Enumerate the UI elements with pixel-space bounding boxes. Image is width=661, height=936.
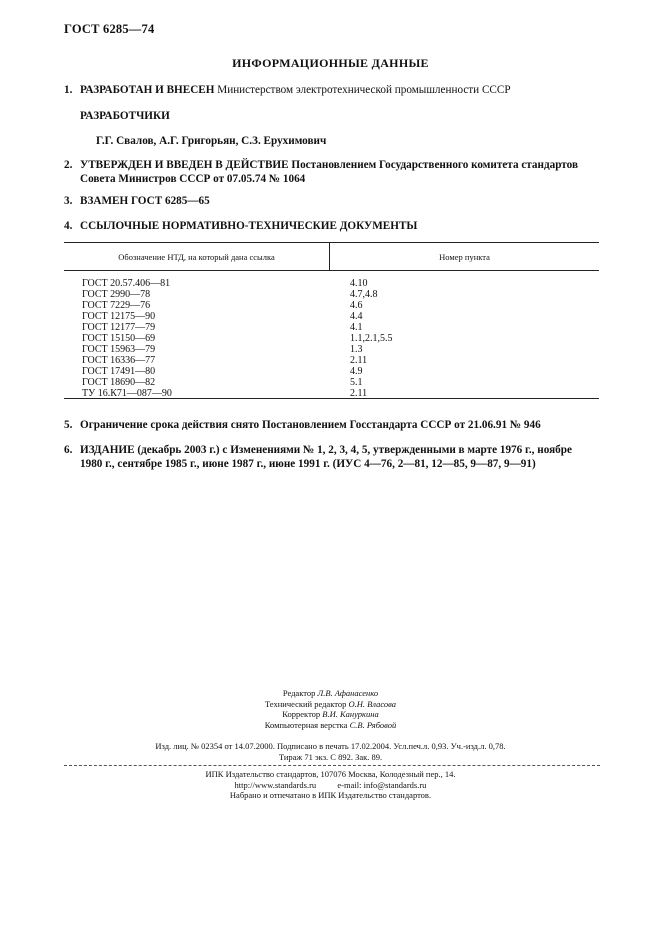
table-cell-document: ГОСТ 17491—80 — [82, 366, 156, 377]
credit-name: О.Н. Власова — [348, 698, 397, 709]
section-5-text: Ограничение срока действия снято Постановлением Госстандарта СССР от 21.06.91 № 946 — [80, 419, 541, 431]
table-cell-clause: 4.1 — [350, 322, 363, 333]
section-2 — [0, 158, 661, 186]
table-cell-document: ГОСТ 2990—78 — [82, 289, 151, 300]
developers-heading: РАЗРАБОТЧИКИ — [80, 110, 170, 122]
table-cell-document: ГОСТ 18690—82 — [82, 377, 156, 388]
section-1 — [0, 83, 661, 97]
table-cell-clause: 4.6 — [350, 300, 363, 311]
table-cell-document: ТУ 16.К71—087—90 — [82, 388, 172, 399]
table-top-rule — [64, 242, 599, 243]
section-2-bold: УТВЕРЖДЕН И ВВЕДЕН В ДЕЙСТВИЕ — [80, 159, 289, 171]
credit-role: Технический редактор — [264, 698, 349, 709]
section-6-number: 6. — [64, 444, 73, 456]
section-1-number: 1. — [64, 84, 73, 96]
section-6 — [0, 443, 661, 471]
publication-info — [0, 741, 661, 762]
table-cell-clause: 4.9 — [350, 366, 363, 377]
section-2-number: 2. — [64, 159, 73, 171]
table-cell-document: ГОСТ 15150—69 — [82, 333, 156, 344]
section-1-bold: РАЗРАБОТАН И ВНЕСЕН — [80, 84, 215, 96]
table-cell-document: ГОСТ 20.57.406—81 — [82, 278, 171, 289]
publication-line-1: Изд. лиц. № 02354 от 14.07.2000. Подписано в печать 17.02.2004. Усл.печ.л. 0,93. Уч.-изд.л. 0,78. — [155, 741, 506, 751]
credit-layout — [0, 720, 661, 731]
table-header-rule — [64, 270, 599, 271]
section-1-rest: Министерством электротехнической промышленности СССР — [214, 84, 511, 96]
table-cell-document: ГОСТ 16336—77 — [82, 355, 156, 366]
section-3-text: ВЗАМЕН ГОСТ 6285—65 — [80, 195, 210, 207]
table-cell-clause: 4.4 — [350, 311, 363, 322]
credit-tech-editor — [0, 699, 661, 710]
table-column-clauses — [350, 278, 393, 399]
table-cell-clause: 1.3 — [350, 344, 363, 355]
section-3-number: 3. — [64, 195, 73, 207]
table-cell-clause: 2.11 — [350, 388, 368, 399]
section-6-bold: ИЗДАНИЕ — [80, 444, 135, 456]
table-cell-document: ГОСТ 7229—76 — [82, 300, 151, 311]
developers-names: Г.Г. Свалов, А.Г. Григорьян, С.З. Ерухимович — [96, 135, 327, 147]
table-cell-document: ГОСТ 12175—90 — [82, 311, 156, 322]
document-code: ГОСТ 6285—74 — [64, 22, 155, 36]
section-1-text — [80, 83, 620, 97]
credit-role: Редактор — [282, 688, 318, 698]
table-cell-clause: 2.11 — [350, 355, 368, 366]
footer-divider — [64, 765, 600, 766]
editorial-credits — [0, 688, 661, 730]
table-header-clause: Номер пункта — [439, 252, 490, 262]
table-column-documents — [82, 278, 172, 399]
publisher-line-3: Набрано и отпечатано в ИПК Издательство стандартов. — [229, 790, 432, 800]
section-6-line1: (декабрь 2003 г.) с Изменениями № 1, 2, 3, 4, 5, утвержденными в марте 1976 г., ноябре — [134, 444, 572, 456]
table-cell-document: ГОСТ 15963—79 — [82, 344, 156, 355]
section-4 — [0, 219, 661, 233]
section-2-line2: Совета Министров СССР от 07.05.74 № 1064 — [80, 173, 306, 185]
credit-name: С.В. Рябовой — [349, 719, 397, 730]
table-cell-clause: 4.7,4.8 — [350, 289, 378, 300]
section-6-line2: 1980 г., сентябре 1985 г., июне 1987 г., июне 1991 г. (ИУС 4—76, 2—81, 12—85, 9—87, 9—91) — [80, 458, 536, 470]
table-cell-clause: 5.1 — [350, 377, 363, 388]
table-bottom-rule — [64, 398, 599, 399]
section-5 — [0, 418, 661, 432]
section-3 — [0, 194, 661, 208]
section-2-line1: Постановлением Государственного комитета стандартов — [288, 159, 579, 171]
section-5-number: 5. — [64, 419, 73, 431]
publisher-info — [0, 769, 661, 801]
table-cell-clause: 4.10 — [350, 278, 368, 289]
table-cell-clause: 1.1,2.1,5.5 — [350, 333, 393, 344]
credit-proofreader — [0, 709, 661, 720]
section-2-text — [80, 158, 620, 186]
credit-role: Корректор — [282, 709, 323, 719]
credit-role: Компьютерная верстка — [264, 719, 350, 730]
section-4-number: 4. — [64, 220, 73, 232]
publisher-line-2: http://www.standards.ru e-mail: info@standards.ru — [234, 779, 427, 790]
credit-name: Л.В. Афанасенко — [317, 688, 379, 698]
section-6-text — [80, 443, 620, 471]
reference-documents-table — [64, 242, 599, 399]
publisher-line-1: ИПК Издательство стандартов, 107076 Москва, Колодезный пер., 14. — [205, 769, 456, 779]
credit-name: В.И. Кануркина — [322, 709, 379, 719]
credit-editor — [0, 688, 661, 699]
page-title: ИНФОРМАЦИОННЫЕ ДАННЫЕ — [232, 56, 429, 70]
section-4-text: ССЫЛОЧНЫЕ НОРМАТИВНО-ТЕХНИЧЕСКИЕ ДОКУМЕНТЫ — [80, 220, 418, 232]
publication-line-2: Тираж 71 экз. С 892. Зак. 89. — [278, 751, 383, 762]
table-header-document: Обозначение НТД, на который дана ссылка — [118, 252, 275, 262]
table-cell-document: ГОСТ 12177—79 — [82, 322, 156, 333]
